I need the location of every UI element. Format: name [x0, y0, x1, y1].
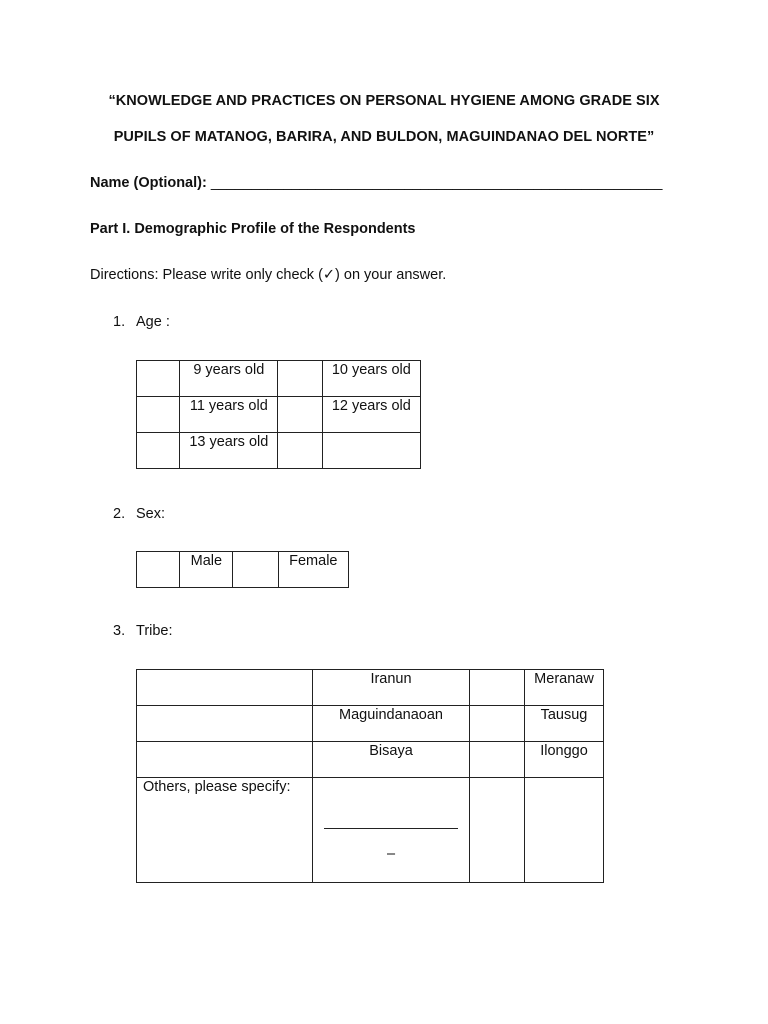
tribe-checkbox-ilonggo[interactable] — [470, 742, 525, 778]
tribe-others-dash: – — [386, 846, 396, 862]
age-option-13: 13 years old — [180, 433, 278, 469]
question-sex-number: 2. — [113, 506, 126, 522]
question-tribe-number: 3. — [113, 623, 126, 639]
tribe-option-bisaya: Bisaya — [313, 742, 470, 778]
age-option-9: 9 years old — [180, 361, 278, 397]
name-field — [90, 175, 662, 191]
age-checkbox-11[interactable] — [137, 397, 180, 433]
tribe-others-label: Others, please specify: — [143, 779, 291, 795]
age-empty-checkbox — [278, 433, 322, 469]
part-one-heading: Part I. Demographic Profile of the Respondents — [90, 221, 416, 237]
sex-option-female: Female — [278, 552, 348, 588]
age-checkbox-12[interactable] — [278, 397, 322, 433]
tribe-others-specify-cell[interactable] — [313, 778, 470, 883]
age-option-12: 12 years old — [322, 397, 420, 433]
tribe-option-meranaw: Meranaw — [525, 670, 604, 706]
name-label: Name (Optional): — [90, 175, 207, 191]
document-title-line-2: PUPILS OF MATANOG, BARIRA, AND BULDON, MAGUINDANAO DEL NORTE” — [113, 129, 655, 145]
question-sex-label: Sex: — [136, 506, 166, 522]
age-checkbox-10[interactable] — [278, 361, 322, 397]
question-tribe-label: Tribe: — [136, 623, 173, 639]
age-empty-cell — [322, 433, 420, 469]
tribe-option-ilonggo: Ilonggo — [525, 742, 604, 778]
tribe-checkbox-tausug[interactable] — [470, 706, 525, 742]
tribe-option-iranun: Iranun — [313, 670, 470, 706]
tribe-checkbox-meranaw[interactable] — [470, 670, 525, 706]
tribe-others-empty-cell — [525, 778, 604, 883]
age-checkbox-13[interactable] — [137, 433, 180, 469]
sex-option-male: Male — [180, 552, 233, 588]
tribe-others-checkbox[interactable] — [470, 778, 525, 883]
directions-text: Directions: Please write only check (✓) on your answer. — [90, 267, 447, 283]
sex-checkbox-female[interactable] — [233, 552, 278, 588]
tribe-checkbox-maguindanaoan[interactable] — [137, 706, 313, 742]
sex-checkbox-male[interactable] — [137, 552, 180, 588]
tribe-option-tausug: Tausug — [525, 706, 604, 742]
document-title-line-1: “KNOWLEDGE AND PRACTICES ON PERSONAL HYGIENE AMONG GRADE SIX — [108, 93, 660, 109]
age-options-table — [136, 360, 421, 469]
tribe-checkbox-iranun[interactable] — [137, 670, 313, 706]
tribe-option-maguindanaoan: Maguindanaoan — [313, 706, 470, 742]
age-option-10: 10 years old — [322, 361, 420, 397]
age-option-11: 11 years old — [180, 397, 278, 433]
tribe-others-label-cell — [137, 778, 313, 883]
sex-options-table — [136, 551, 349, 588]
tribe-checkbox-bisaya[interactable] — [137, 742, 313, 778]
name-blank-line[interactable]: ________________________________________________________ — [210, 175, 663, 191]
question-age-label: Age : — [136, 314, 170, 330]
tribe-options-table — [136, 669, 604, 883]
question-age-number: 1. — [113, 314, 126, 330]
age-checkbox-9[interactable] — [137, 361, 180, 397]
